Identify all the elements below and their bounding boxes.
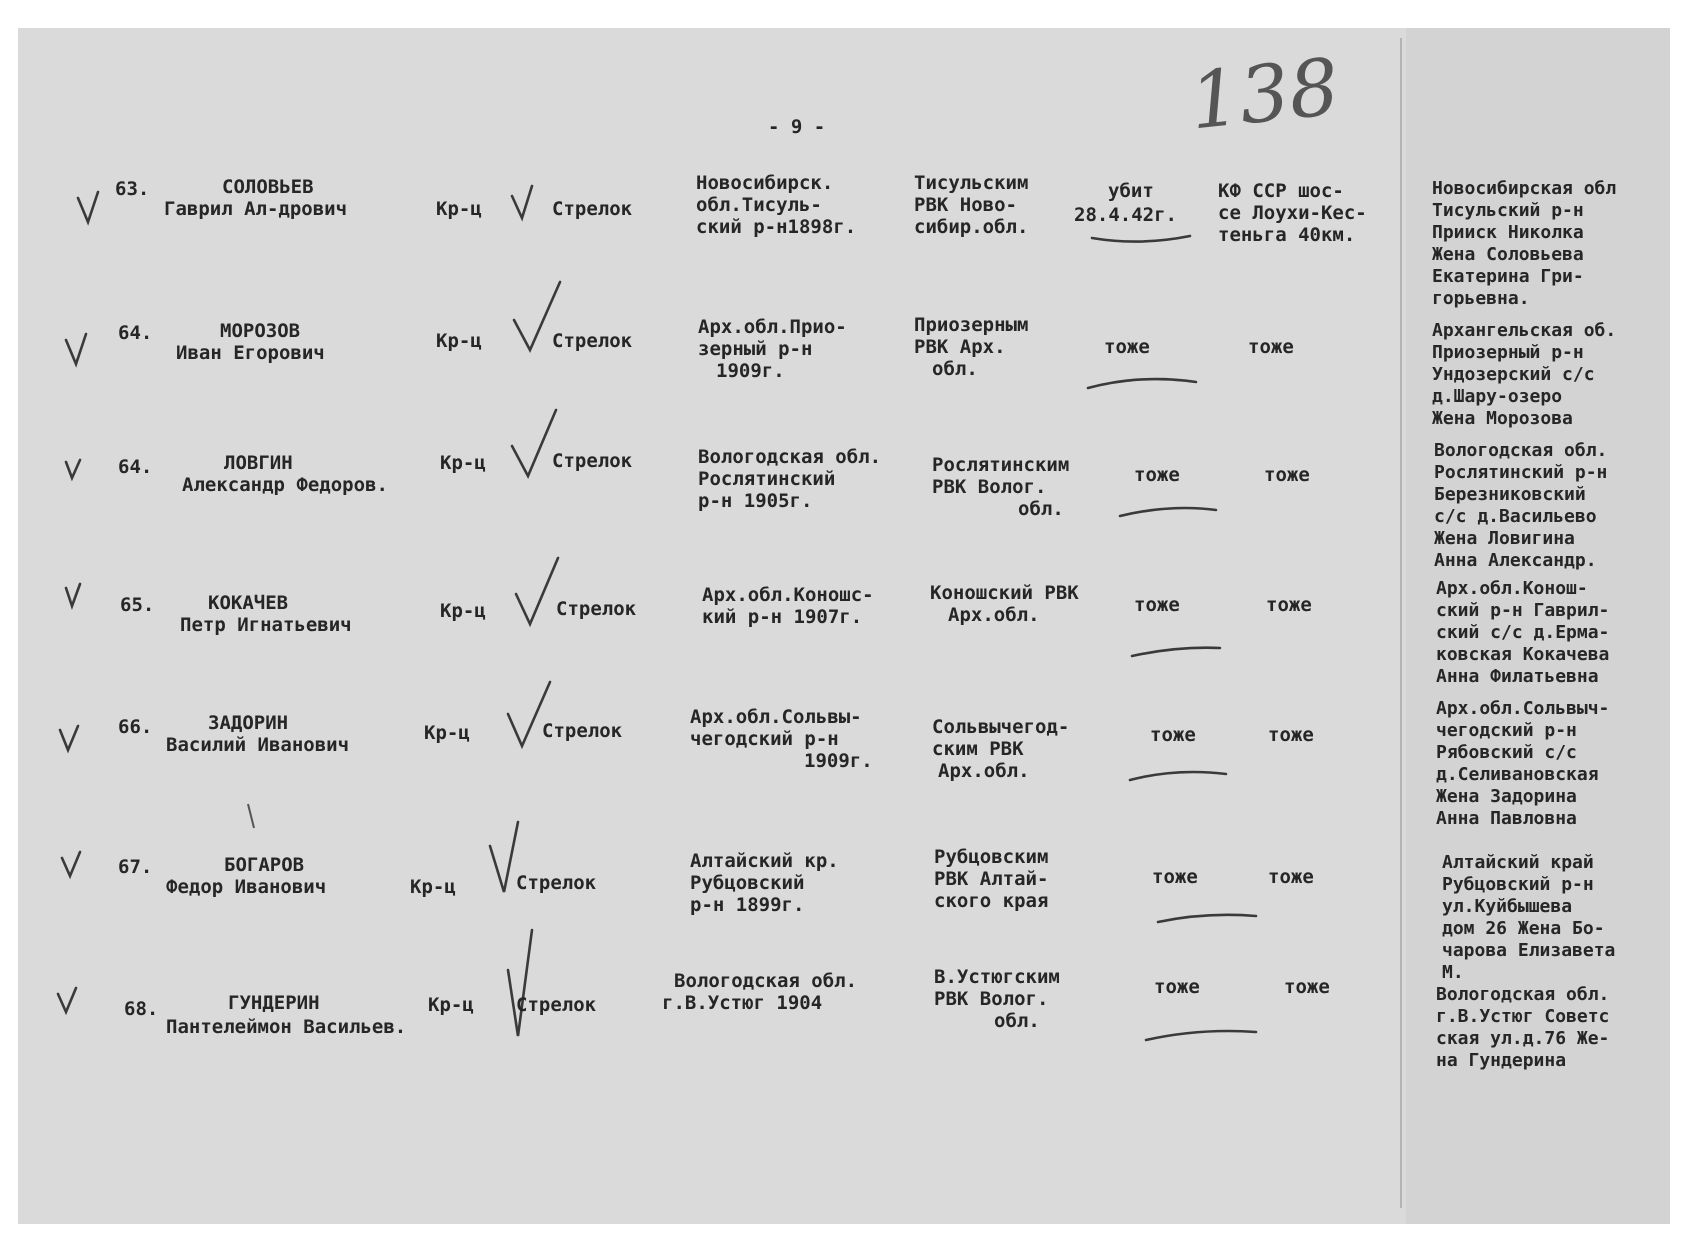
kin-line: Жена Морозова (1432, 408, 1573, 429)
first-patronymic: Василий Иванович (166, 734, 350, 756)
entry-number: 64. (118, 322, 153, 344)
rank: Кр-ц (436, 198, 482, 220)
fate-line: тоже (1134, 594, 1180, 616)
birth-line: Вологодская обл. (698, 446, 882, 468)
underline-67 (1158, 915, 1256, 922)
draft-office-line: Тисульским (914, 172, 1029, 194)
rank: Кр-ц (440, 600, 486, 622)
surname: ЗАДОРИН (208, 712, 289, 734)
position: Стрелок (516, 994, 597, 1016)
kin-line: М. (1442, 962, 1464, 983)
birth-line: р-н 1905г. (698, 490, 813, 512)
draft-office-line: РВК Волог. (932, 476, 1047, 498)
draft-office-line: Сольвычегод- (932, 716, 1070, 738)
burial-line: се Лоухи-Кес- (1218, 202, 1367, 224)
kin-line: на Гундерина (1436, 1050, 1567, 1071)
birth-line: ский р-н1898г. (696, 216, 857, 238)
kin-line: д.Селивановская (1436, 764, 1599, 785)
rank: Кр-ц (424, 722, 470, 744)
draft-office-line: РВК Волог. (934, 988, 1049, 1010)
fate-line: тоже (1150, 724, 1196, 746)
birth-line: 1909г. (804, 750, 873, 772)
kin-line: Анна Александр. (1434, 550, 1597, 571)
birth-line: Алтайский кр. (690, 850, 839, 872)
birth-line: кий р-н 1907г. (702, 606, 863, 628)
first-patronymic: Александр Федоров. (182, 474, 388, 496)
draft-office-line: сибир.обл. (914, 216, 1029, 238)
kin-line: г.В.Устюг Советс (1436, 1006, 1610, 1027)
burial-line: тоже (1266, 594, 1312, 616)
birth-line: Новосибирск. (696, 172, 834, 194)
margin-check-67 (62, 852, 80, 876)
underline-68 (1146, 1031, 1256, 1040)
birth-line: Арх.обл.Прио- (698, 316, 847, 338)
kin-line: Арх.обл.Сольвыч- (1436, 698, 1610, 719)
draft-office-line: РВК Алтай- (934, 868, 1049, 890)
handwritten-folio-number: 138 (1185, 42, 1344, 148)
position: Стрелок (542, 720, 623, 742)
draft-office-line: РВК Арх. (914, 336, 1006, 358)
position-check-68 (508, 930, 532, 1036)
kin-line: ковская Кокачева (1436, 644, 1610, 665)
draft-office-line: РВК Ново- (914, 194, 1017, 216)
birth-line: Вологодская обл. (674, 970, 858, 992)
margin-check-64a (66, 334, 86, 364)
burial-line: КФ ССР шос- (1218, 180, 1344, 202)
kin-line: Прииск Николка (1432, 222, 1584, 243)
draft-office-line: Коношский РВК (930, 582, 1079, 604)
kin-line: д.Шару-озеро (1432, 386, 1563, 407)
first-patronymic: Иван Егорович (176, 342, 325, 364)
margin-check-64b (66, 460, 80, 478)
kin-line: Рослятинский р-н (1434, 462, 1608, 483)
kin-line: ский р-н Гаврил- (1436, 600, 1610, 621)
burial-line: тоже (1268, 866, 1314, 888)
birth-line: чегодский р-н (690, 728, 839, 750)
entry-number: 68. (124, 998, 159, 1020)
rank: Кр-ц (440, 452, 486, 474)
kin-line: Приозерный р-н (1432, 342, 1584, 363)
birth-line: г.В.Устюг 1904 (662, 992, 823, 1014)
kin-line: Тисульский р-н (1432, 200, 1584, 221)
kin-line: Жена Соловьева (1432, 244, 1584, 265)
kin-line: Новосибирская обл (1432, 178, 1617, 199)
birth-line: Арх.обл.Коношс- (702, 584, 874, 606)
birth-line: зерный р-н (698, 338, 813, 360)
position: Стрелок (516, 872, 597, 894)
kin-line: Вологодская обл. (1434, 440, 1608, 461)
entry-number: 63. (115, 178, 150, 200)
kin-line: Вологодская обл. (1436, 984, 1610, 1005)
birth-line: 1909г. (716, 360, 785, 382)
burial-line: тоже (1248, 336, 1294, 358)
position: Стрелок (556, 598, 637, 620)
draft-office-line: обл. (994, 1010, 1040, 1032)
fate-line: тоже (1104, 336, 1150, 358)
position-check-65 (516, 558, 558, 624)
margin-check-65 (66, 584, 80, 606)
surname: МОРОЗОВ (220, 320, 301, 342)
fate-line: тоже (1152, 866, 1198, 888)
kin-line: Жена Задорина (1436, 786, 1577, 807)
kin-line: Екатерина Гри- (1432, 266, 1584, 287)
kin-line: ский с/с д.Ерма- (1436, 622, 1610, 643)
surname: ГУНДЕРИН (228, 992, 320, 1014)
birth-line: Арх.обл.Сольвы- (690, 706, 862, 728)
draft-office-line: ского края (934, 890, 1049, 912)
underline-66 (1130, 772, 1226, 780)
underline-65 (1132, 648, 1220, 656)
underline-64a (1088, 379, 1196, 388)
burial-line: теньга 40км. (1218, 224, 1356, 246)
surname: КОКАЧЕВ (208, 592, 289, 614)
kin-line: Ундозерский с/с (1432, 364, 1595, 385)
draft-office-line: обл. (1018, 498, 1064, 520)
position: Стрелок (552, 450, 633, 472)
rank: Кр-ц (428, 994, 474, 1016)
draft-office-line: Арх.обл. (948, 604, 1040, 626)
position-check-63 (512, 186, 532, 218)
burial-line: тоже (1284, 976, 1330, 998)
kin-line: Анна Павловна (1436, 808, 1577, 829)
kin-line: Арх.обл.Конош- (1436, 578, 1588, 599)
burial-line: тоже (1264, 464, 1310, 486)
kin-line: Рябовский с/с (1436, 742, 1577, 763)
draft-office-line: Арх.обл. (938, 760, 1030, 782)
kin-line: Алтайский край (1442, 852, 1594, 873)
kin-line: чегодский р-н (1436, 720, 1577, 741)
first-patronymic: Пантелеймон Васильев. (166, 1016, 407, 1038)
rank: Кр-ц (410, 876, 456, 898)
entry-number: 65. (120, 594, 155, 616)
birth-line: Рослятинский (698, 468, 836, 490)
entry-number: 67. (118, 856, 153, 878)
kin-line: горьевна. (1432, 288, 1530, 309)
draft-office-line: ским РВК (932, 738, 1024, 760)
position-check-64b (512, 410, 556, 476)
draft-office-line: обл. (932, 358, 978, 380)
surname: БОГАРОВ (224, 854, 305, 876)
fate-line: убит (1108, 180, 1154, 202)
entry-number: 66. (118, 716, 153, 738)
underline-63 (1092, 236, 1190, 242)
kin-line: Архангельская об. (1432, 320, 1617, 341)
fate-line: тоже (1154, 976, 1200, 998)
birth-line: обл.Тисуль- (696, 194, 822, 216)
margin-check-68 (58, 988, 76, 1012)
kin-line: дом 26 Жена Бо- (1442, 918, 1605, 939)
draft-office-line: В.Устюгским (934, 966, 1060, 988)
birth-line: р-н 1899г. (690, 894, 805, 916)
first-patronymic: Петр Игнатьевич (180, 614, 352, 636)
draft-office-line: Рубцовским (934, 846, 1049, 868)
first-patronymic: Федор Иванович (166, 876, 327, 898)
first-patronymic: Гаврил Ал-дрович (164, 198, 348, 220)
kin-line: Березниковский (1434, 484, 1586, 505)
kin-line: Жена Ловигина (1434, 528, 1575, 549)
surname: ЛОВГИН (224, 452, 293, 474)
birth-line: Рубцовский (690, 872, 805, 894)
fate-line: тоже (1134, 464, 1180, 486)
kin-line: ул.Куйбышева (1442, 896, 1573, 917)
kin-line: ская ул.д.76 Же- (1436, 1028, 1610, 1049)
underline-64b (1120, 508, 1216, 516)
position: Стрелок (552, 198, 633, 220)
position: Стрелок (552, 330, 633, 352)
burial-line: тоже (1268, 724, 1314, 746)
kin-line: с/с д.Васильево (1434, 506, 1597, 527)
page-number: - 9 - (768, 116, 826, 138)
entry-number: 64. (118, 456, 153, 478)
draft-office-line: Приозерным (914, 314, 1029, 336)
draft-office-line: Рослятинским (932, 454, 1070, 476)
kin-line: чарова Елизавета (1442, 940, 1616, 961)
margin-check-66 (60, 726, 78, 750)
fate-line: 28.4.42г. (1074, 204, 1177, 226)
kin-line: Рубцовский р-н (1442, 874, 1594, 895)
margin-check-63 (78, 192, 98, 222)
surname: СОЛОВЬЕВ (222, 176, 314, 198)
rank: Кр-ц (436, 330, 482, 352)
kin-line: Анна Филатьевна (1436, 666, 1599, 687)
position-check-67 (490, 822, 518, 892)
stray-mark (248, 804, 254, 828)
